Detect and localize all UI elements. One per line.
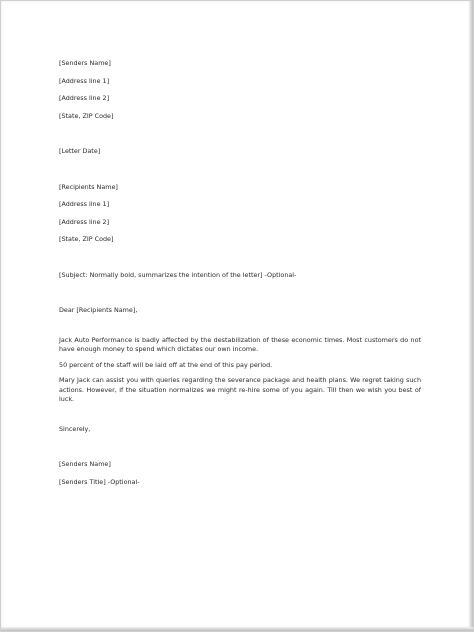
recipient-name: [Recipients Name] <box>59 182 118 191</box>
closing: Sincerely, <box>59 424 91 433</box>
body-paragraph-2: 50 percent of the staff will be laid off at the end of this pay period. <box>59 360 273 369</box>
letter-date: [Letter Date] <box>59 147 101 155</box>
page-shadow-bottom <box>1 627 474 631</box>
body-paragraph-3: Mary Jack can assist you with queries regarding the severance package and health plans. We regret taking such actions. However, if the situation normalizes we might re-hire some of you again. Till then we wish you best of luck. <box>59 376 421 403</box>
sender-name: [Senders Name] <box>59 59 111 67</box>
signature-title: [Senders Title] -Optional- <box>59 477 140 486</box>
sender-address-line-2: [Address line 2] <box>59 94 110 102</box>
sender-address-line-1: [Address line 1] <box>59 76 110 85</box>
letter-body <box>59 59 421 487</box>
recipient-address-line-1: [Address line 1] <box>59 200 110 208</box>
salutation: Dear [Recipients Name], <box>59 306 138 314</box>
signature-name: [Senders Name] <box>59 460 111 468</box>
body-paragraph-1: Jack Auto Performance is badly affected by the destabilization of these economic times. Most customers do not have enough money to spend which dictates our own income. <box>59 335 421 353</box>
recipient-state-zip: [State, ZIP Code] <box>59 235 114 243</box>
recipient-address-line-2: [Address line 2] <box>59 217 110 226</box>
sender-state-zip: [State, ZIP Code] <box>59 111 114 120</box>
subject-line: [Subject: Normally bold, summarizes the intention of the letter] -Optional- <box>59 270 297 279</box>
page-shadow-right <box>469 1 473 632</box>
